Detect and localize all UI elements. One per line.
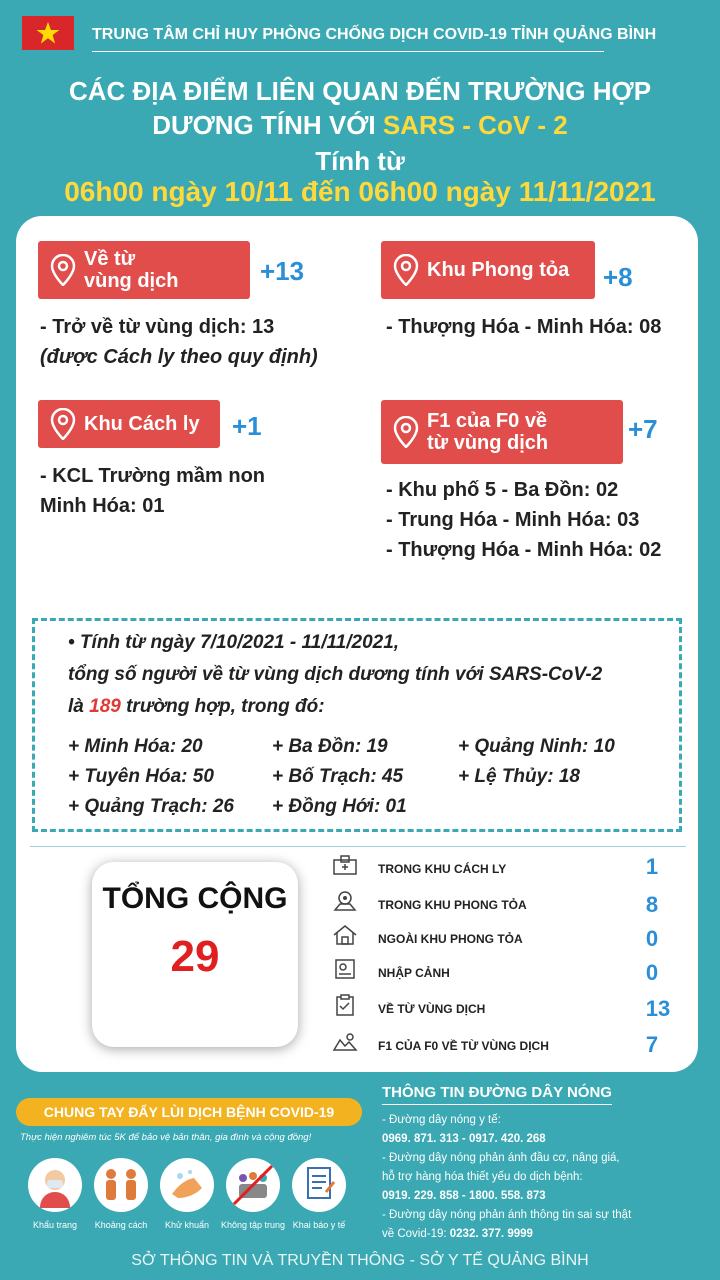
tag-label: Khu Phong tỏa	[427, 259, 570, 281]
no-gathering-icon	[226, 1158, 280, 1212]
summary-text-a: là	[68, 696, 90, 717]
org-divider	[92, 51, 604, 52]
hotline-line-3: hỗ trợ hàng hóa thiết yếu do dịch bệnh:	[382, 1171, 583, 1183]
organization-name: TRUNG TÂM CHỈ HUY PHÒNG CHỐNG DỊCH COVID-19 TỈNH QUẢNG BÌNH	[92, 26, 657, 43]
total-label: TỔNG CỘNG	[102, 882, 288, 915]
hand-wash-icon	[160, 1158, 214, 1212]
tag-phong-toa	[381, 241, 595, 299]
hotline-line-5	[382, 1228, 533, 1240]
distance-icon	[94, 1158, 148, 1212]
district-item: + Đồng Hới: 01	[272, 796, 407, 817]
campaign-item-label: Khai báo y tế	[292, 1220, 346, 1230]
title-line-1: CÁC ĐỊA ĐIỂM LIÊN QUAN ĐẾN TRƯỜNG HỢP	[68, 76, 652, 106]
cach-ly-line-1: - KCL Trường mầm non	[40, 465, 265, 487]
summary-text-b: trường hợp, trong đó:	[120, 696, 325, 717]
date-range: 06h00 ngày 10/11 đến 06h00 ngày 11/11/2021	[64, 176, 656, 207]
tag-label: Khu Cách ly	[84, 413, 200, 435]
stat-row	[332, 1032, 358, 1059]
location-pin-icon	[50, 408, 76, 440]
virus-name: SARS - CoV - 2	[382, 110, 568, 140]
title-line-3: Tính từ	[315, 146, 405, 176]
phong-toa-line-1: - Thượng Hóa - Minh Hóa: 08	[386, 316, 662, 338]
summary-line-2: tổng số người về từ vùng dịch dương tính với SARS-CoV-2	[68, 664, 603, 685]
stat-label: NHẬP CẢNH	[378, 966, 450, 980]
location-pin-icon	[393, 254, 419, 286]
passport-icon	[332, 958, 358, 980]
campaign-item-label: Khoảng cách	[94, 1220, 148, 1230]
district-item: + Quảng Ninh: 10	[458, 736, 615, 757]
tag-f1	[381, 400, 623, 464]
count-cach-ly: +1	[232, 411, 262, 441]
hotline-line-1: - Đường dây nóng y tế:	[382, 1114, 501, 1126]
campaign-item-label: Khử khuẩn	[164, 1220, 210, 1230]
campaign-item-label: Không tập trung	[220, 1220, 286, 1230]
hotline-line-5-text: về Covid-19:	[382, 1228, 450, 1240]
f1-line-1: - Khu phố 5 - Ba Đồn: 02	[386, 479, 619, 501]
vung-dich-line-2: (được Cách ly theo quy định)	[40, 346, 318, 368]
map-icon	[332, 1032, 358, 1054]
hotline-phone-2: 0919. 229. 858 - 1800. 558. 873	[382, 1190, 546, 1202]
location-pin-icon	[393, 416, 419, 448]
campaign-item-label: Khẩu trang	[32, 1220, 78, 1230]
house-icon	[332, 924, 358, 946]
count-f1: +7	[628, 414, 658, 444]
stat-value: 8	[645, 892, 659, 917]
stat-label: TRONG KHU PHONG TỎA	[378, 898, 527, 912]
tag-label-1: Về từ	[84, 248, 136, 270]
hotline-title: THÔNG TIN ĐƯỜNG DÂY NÓNG	[382, 1084, 612, 1101]
stat-row	[332, 924, 358, 951]
stat-label: NGOÀI KHU PHONG TỎA	[378, 932, 523, 946]
hotline-line-4: - Đường dây nóng phản ánh thông tin sai sự thật	[382, 1209, 632, 1221]
footer-text: SỞ THÔNG TIN VÀ TRUYỀN THÔNG - SỞ Y TẾ QUẢNG BÌNH	[131, 1252, 589, 1269]
f1-line-3: - Thượng Hóa - Minh Hóa: 02	[386, 539, 662, 561]
tag-vung-dich	[38, 241, 250, 299]
stat-row	[332, 854, 358, 881]
f1-line-2: - Trung Hóa - Minh Hóa: 03	[386, 509, 640, 531]
map-pin-icon	[332, 890, 358, 912]
district-item: + Bố Trạch: 45	[272, 766, 404, 787]
stat-row	[332, 958, 358, 985]
tag-cach-ly	[38, 400, 220, 448]
stat-value: 13	[645, 996, 671, 1021]
count-vung-dich: +13	[260, 256, 305, 286]
total-box	[92, 862, 298, 1047]
stat-label: TRONG KHU CÁCH LY	[378, 862, 507, 876]
district-item: + Lệ Thủy: 18	[458, 766, 580, 787]
location-pin-icon	[50, 254, 76, 286]
campaign-subtitle: Thực hiện nghiêm túc 5K để bảo vệ bản thân, gia đình và cộng đồng!	[20, 1132, 312, 1143]
hotline-line-2: - Đường dây nóng phản ánh đầu cơ, nâng giá,	[382, 1152, 620, 1164]
district-item: + Tuyên Hóa: 50	[68, 766, 214, 787]
stat-label: F1 CỦA F0 VỀ TỪ VÙNG DỊCH	[378, 1039, 549, 1053]
district-item: + Ba Đồn: 19	[272, 736, 388, 757]
tag-label-1: F1 của F0 về	[427, 410, 548, 432]
section-divider	[30, 846, 686, 847]
stat-label: VỀ TỪ VÙNG DỊCH	[378, 1002, 486, 1016]
tag-label-2: vùng dịch	[84, 270, 179, 292]
title-line-2	[0, 110, 720, 141]
hospital-icon	[332, 854, 358, 876]
stat-value: 0	[645, 926, 659, 951]
stat-value: 1	[645, 854, 659, 879]
campaign-banner: CHUNG TAY ĐẨY LÙI DỊCH BỆNH COVID-19	[16, 1098, 362, 1126]
stat-value: 7	[645, 1032, 659, 1057]
hotline-divider	[382, 1104, 612, 1105]
tag-label-2: từ vùng dịch	[427, 432, 549, 454]
vietnam-flag-icon	[22, 16, 74, 50]
summary-line-3	[68, 696, 325, 718]
stat-row	[332, 994, 358, 1021]
vung-dich-line-1: - Trở về từ vùng dịch: 13	[40, 316, 275, 338]
title-line-2-text: DƯƠNG TÍNH VỚI	[152, 110, 383, 140]
health-declaration-icon	[292, 1158, 346, 1212]
district-item: + Quảng Trạch: 26	[68, 796, 234, 817]
mask-icon	[28, 1158, 82, 1212]
hotline-phone-3: 0232. 377. 9999	[449, 1228, 533, 1240]
total-value: 29	[170, 932, 220, 981]
district-item: + Minh Hóa: 20	[68, 736, 203, 757]
stat-value: 0	[645, 960, 659, 985]
clipboard-icon	[332, 994, 358, 1016]
stat-row	[332, 890, 358, 917]
summary-line-1: • Tính từ ngày 7/10/2021 - 11/11/2021,	[68, 632, 400, 653]
hotline-phone-1: 0969. 871. 313 - 0917. 420. 268	[382, 1133, 546, 1145]
summary-total-number: 189	[89, 696, 121, 717]
cach-ly-line-2: Minh Hóa: 01	[40, 495, 165, 517]
count-phong-toa: +8	[603, 262, 633, 292]
